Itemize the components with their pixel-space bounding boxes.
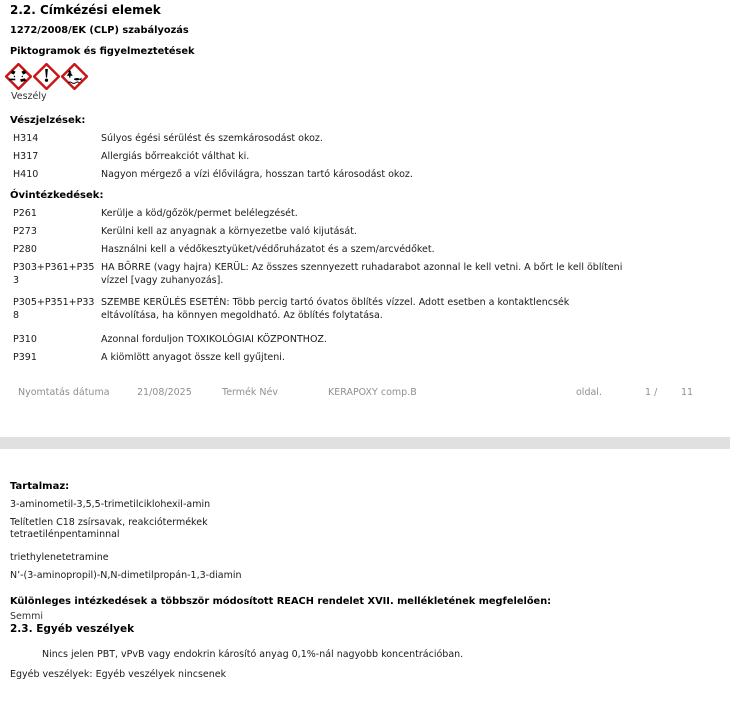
hazard-code: H314: [13, 133, 39, 144]
precaution-code: P391: [13, 352, 37, 363]
hazard-text: Allergiás bőrreakciót válthat ki.: [101, 151, 250, 162]
signal-word: Veszély: [11, 91, 47, 102]
precaution-row: [0, 243, 730, 256]
hazard-text: Nagyon mérgező a vízi élővilágra, hosszan tartó károsodást okoz.: [101, 169, 413, 180]
substance-item: triethylenetetramine: [10, 552, 109, 563]
precaution-row: [0, 296, 730, 322]
hazard-row: [0, 150, 730, 163]
page-1: [0, 3, 730, 398]
precaution-code: P261: [13, 208, 37, 219]
hazard-code: H317: [13, 151, 39, 162]
pbt-statement: Nincs jelen PBT, vPvB vagy endokrin károsító anyag 0,1%-nál nagyobb koncentrációban.: [42, 649, 464, 660]
reach-annex-value: Semmi: [10, 611, 44, 622]
precaution-text: Kerülje a köd/gőzök/permet belélegzését.: [101, 208, 298, 219]
substance-item: Telítetlen C18 zsírsavak, reakciótermékek tetraetilénpentaminnal: [10, 517, 208, 540]
precaution-text: Kerülni kell az anyagnak a környezetbe való kijutását.: [101, 226, 357, 237]
section-2-3-title: 2.3. Egyéb veszélyek: [10, 623, 135, 635]
precaution-code: P273: [13, 226, 37, 237]
precaution-code: P310: [13, 334, 37, 345]
precaution-code: P305+P351+P338: [13, 297, 95, 321]
print-date-label: Nyomtatás dátuma: [18, 387, 110, 398]
product-name-label: Termék Név: [222, 387, 278, 398]
hazard-row: [0, 132, 730, 145]
precaution-row: [0, 351, 730, 364]
contains-heading: Tartalmaz:: [10, 481, 70, 492]
precaution-text: A kiömlött anyagot össze kell gyűjteni.: [101, 352, 285, 363]
precaution-row: [0, 261, 730, 287]
page-number-total: 11: [681, 387, 694, 398]
section-2-2-title: 2.2. Címkézési elemek: [10, 3, 161, 17]
hazard-statements-heading: Vészjelzések:: [10, 115, 86, 126]
precaution-text: Azonnal forduljon TOXIKOLÓGIAI KÖZPONTHOZ.: [101, 334, 327, 345]
hazard-row: [0, 168, 730, 181]
clp-regulation-heading: 1272/2008/EK (CLP) szabályozás: [10, 25, 189, 36]
ghs05-corrosion-icon: [5, 63, 32, 90]
page-footer: [0, 386, 730, 399]
page-2: [0, 449, 730, 681]
ghs09-environment-icon: [61, 63, 88, 90]
ghs07-exclamation-icon: [33, 63, 60, 90]
precaution-text: Használni kell a védőkesztyüket/védőruházatot és a szem/arcvédőket.: [101, 244, 435, 255]
page-number-label: oldal.: [576, 387, 602, 398]
substance-item: N’-(3-aminopropil)-N,N-dimetilpropán-1,3-diamin: [10, 570, 242, 581]
pictograms-heading: Piktogramok és figyelmeztetések: [10, 46, 195, 57]
precaution-code: P280: [13, 244, 37, 255]
page-break-separator: [0, 437, 730, 449]
precaution-statements-heading: Óvintézkedések:: [10, 190, 104, 201]
reach-annex-heading: Különleges intézkedések a többször módosított REACH rendelet XVII. mellékletének megfelelően:: [10, 596, 552, 607]
hazard-text: Súlyos égési sérülést és szemkárosodást okoz.: [101, 133, 323, 144]
precaution-row: [0, 207, 730, 220]
substance-item: 3-aminometil-3,5,5-trimetilciklohexil-amin: [10, 499, 211, 510]
precaution-code: P303+P361+P353: [13, 262, 95, 286]
precaution-text: SZEMBE KERÜLÉS ESETÉN: Több percig tartó óvatos öblítés vízzel. Adott esetben a kontaktlencsék eltávolítása, ha könnyen megoldható. Az öblítés folytatása.: [101, 297, 570, 321]
precaution-row: [0, 225, 730, 238]
print-date-value: 21/08/2025: [137, 387, 192, 398]
precaution-row: [0, 333, 730, 346]
precaution-text: HA BŐRRE (vagy hajra) KERÜL: Az összes szennyezett ruhadarabot azonnal le kell vetni. A bőrt le kell öblíteni vízzel [vagy zuhanyozás].: [101, 262, 623, 286]
sds-document: [0, 3, 730, 712]
product-name-value: KERAPOXY comp.B: [328, 387, 417, 398]
ghs-pictogram-row: [5, 63, 88, 90]
hazard-code: H410: [13, 169, 39, 180]
other-hazards-line: Egyéb veszélyek: Egyéb veszélyek nincsenek: [10, 669, 227, 680]
page-number-current: 1 /: [645, 387, 658, 398]
